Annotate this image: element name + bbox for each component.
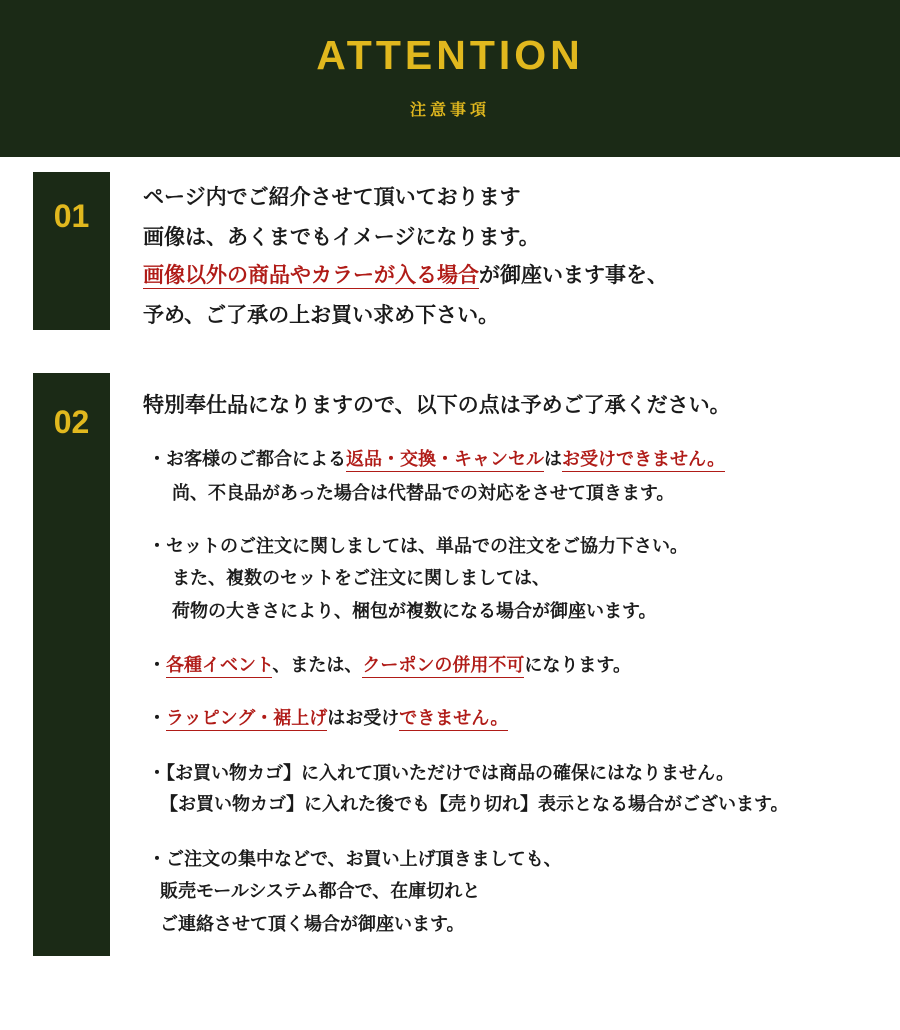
item-4-red-wrapping: ラッピング・裾上げ bbox=[166, 708, 328, 729]
item-3-bullet: ・ bbox=[148, 655, 166, 676]
item-4-red-not-possible: できません。 bbox=[399, 708, 509, 729]
section-2-number: 02 bbox=[53, 404, 90, 440]
item-3-text-b: 、または、 bbox=[272, 655, 363, 676]
header-subtitle: 注意事項 bbox=[409, 100, 490, 119]
item-4-bullet: ・ bbox=[148, 708, 166, 729]
section-2-item-3 bbox=[148, 651, 631, 677]
item-3-red-events: 各種イベント bbox=[166, 655, 273, 676]
section-2-intro: 特別奉仕品になりますので、以下の点は予めご了承ください。 bbox=[143, 393, 731, 417]
section-2-item-1-line-1 bbox=[148, 445, 725, 471]
item-3-text-d: になります。 bbox=[524, 655, 631, 676]
header-title: ATTENTION bbox=[316, 32, 584, 78]
section-2-item-6-line-3: ご連絡させて頂く場合が御座います。 bbox=[160, 914, 465, 935]
section-1-line-1: ページ内でご紹介させて頂いております bbox=[143, 185, 521, 209]
item-1-text-c: は bbox=[544, 449, 562, 470]
section-2-item-5-line-2: 【お買い物カゴ】に入れた後でも【売り切れ】表示となる場合がございます。 bbox=[160, 794, 789, 815]
item-4-text-b: はお受け bbox=[327, 708, 400, 729]
item-1-red-not-accepted: お受けできません。 bbox=[562, 449, 726, 470]
section-2-item-6-line-1: ・ご注文の集中などで、お買い上げ頂きましても、 bbox=[148, 849, 562, 870]
section-1-number: 01 bbox=[53, 198, 90, 234]
section-1-warning-text: 画像以外の商品やカラーが入る場合 bbox=[143, 263, 479, 287]
section-2-number-box bbox=[33, 373, 110, 956]
header-banner bbox=[0, 0, 900, 157]
section-2-item-6-line-2: 販売モールシステム都合で、在庫切れと bbox=[160, 881, 481, 902]
section-1-line-2: 画像は、あくまでもイメージになります。 bbox=[143, 225, 540, 249]
section-2-item-4 bbox=[148, 704, 508, 730]
section-1-line-4: 予め、ご了承の上お買い求め下さい。 bbox=[143, 303, 500, 327]
section-2-item-2-line-3: 荷物の大きさにより、梱包が複数になる場合が御座います。 bbox=[172, 601, 657, 622]
section-2-item-2-line-2: また、複数のセットをご注文に関しましては、 bbox=[172, 568, 550, 589]
item-1-red-returns: 返品・交換・キャンセル bbox=[346, 449, 544, 470]
item-3-red-coupon: クーポンの併用不可 bbox=[362, 655, 525, 676]
section-1-number-box bbox=[33, 172, 110, 330]
section-2-item-5-line-1: ・【お買い物カゴ】に入れて頂いただけでは商品の確保にはなりません。 bbox=[148, 763, 735, 784]
section-1-line-3-rest: が御座います事を、 bbox=[479, 263, 668, 287]
section-2-item-1-line-2: 尚、不良品があった場合は代替品での対応をさせて頂きます。 bbox=[172, 483, 675, 504]
section-1-line-3 bbox=[143, 259, 668, 289]
section-2-item-2-line-1: ・セットのご注文に関しましては、単品での注文をご協力下さい。 bbox=[148, 536, 688, 557]
item-1-text-a: ・お客様のご都合による bbox=[148, 449, 346, 470]
